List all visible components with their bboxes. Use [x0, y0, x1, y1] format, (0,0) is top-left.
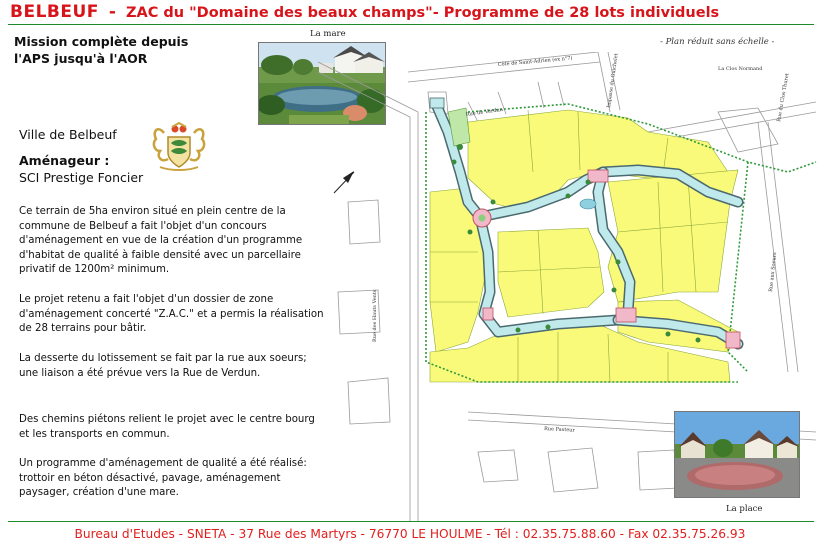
- title-brand: BELBEUF: [10, 2, 99, 22]
- title-separator: -: [108, 2, 116, 22]
- mission-line-1: Mission complète depuis: [14, 34, 189, 49]
- mission-block: [14, 33, 188, 67]
- map-label-pasteur: Rue Pasteur: [543, 426, 575, 434]
- photo-bottom-caption: La place: [726, 504, 763, 514]
- footer-contact: Bureau d'Etudes - SNETA - 37 Rue des Martyrs - 76770 LE HOULME - Tél : 02.35.75.88.60 - Fax 02.35.75.26.93: [74, 527, 746, 541]
- map-label-verdun: Rue de Verdun: [465, 106, 504, 118]
- developer-name: SCI Prestige Foncier: [19, 170, 144, 185]
- description-paragraph-5: Un programme d'aménagement de qualité a été réalisé: trottoir en béton désactivé, pavage, aménagement paysager, création d'une mare.: [19, 458, 307, 498]
- developer-label: Aménageur :: [19, 153, 110, 168]
- description-paragraph-1: Ce terrain de 5ha environ situé en plein centre de la commune de Belbeuf a fait l'objet d'un concours d'aménagement en vue de la création d'un programme d'habitat de qualité à faible densité avec un parcellaire privatif de 1200m² minimum.: [19, 206, 303, 275]
- description-paragraph-2: Le projet retenu a fait l'objet d'un dossier de zone d'aménagement concerté "Z.A.C." et a permis la réalisation de 28 terrains pour bâtir.: [19, 294, 324, 334]
- map-label-hauts-vents: Rue des Hauts Vents: [372, 289, 378, 342]
- city-name: Ville de Belbeuf: [19, 127, 117, 142]
- header-rule: [8, 24, 814, 25]
- square-photo: [674, 411, 800, 498]
- map-label-clos-normand: La Clos Normand: [718, 66, 763, 72]
- plan-note: - Plan réduit sans échelle -: [660, 37, 775, 47]
- title-subtitle: ZAC du "Domaine des beaux champs"- Programme de 28 lots individuels: [125, 5, 720, 21]
- description-paragraph-3: La desserte du lotissement se fait par la rue aux soeurs; une liaison a été prévue vers la Rue de Verdun.: [19, 353, 307, 379]
- map-label-clos-thuret: Rue du Clos Thuret: [776, 72, 791, 123]
- footer-rule: [8, 521, 814, 522]
- photo-top-caption: La mare: [310, 29, 346, 39]
- belbeuf-coat-of-arms-logo: [150, 121, 208, 173]
- map-label-impasse: Impasse du Guichelet: [606, 53, 620, 109]
- map-label-soeurs: Rue aux Soeurs: [768, 252, 779, 293]
- description-paragraph-4: Des chemins piétons relient le projet avec le centre bourg et les transports en commun.: [19, 414, 315, 440]
- page-title: [10, 2, 719, 22]
- mission-line-2: l'APS jusqu'à l'AOR: [14, 51, 148, 66]
- map-label-cote: Côte de Saint-Adrien (ex n°7): [497, 55, 573, 68]
